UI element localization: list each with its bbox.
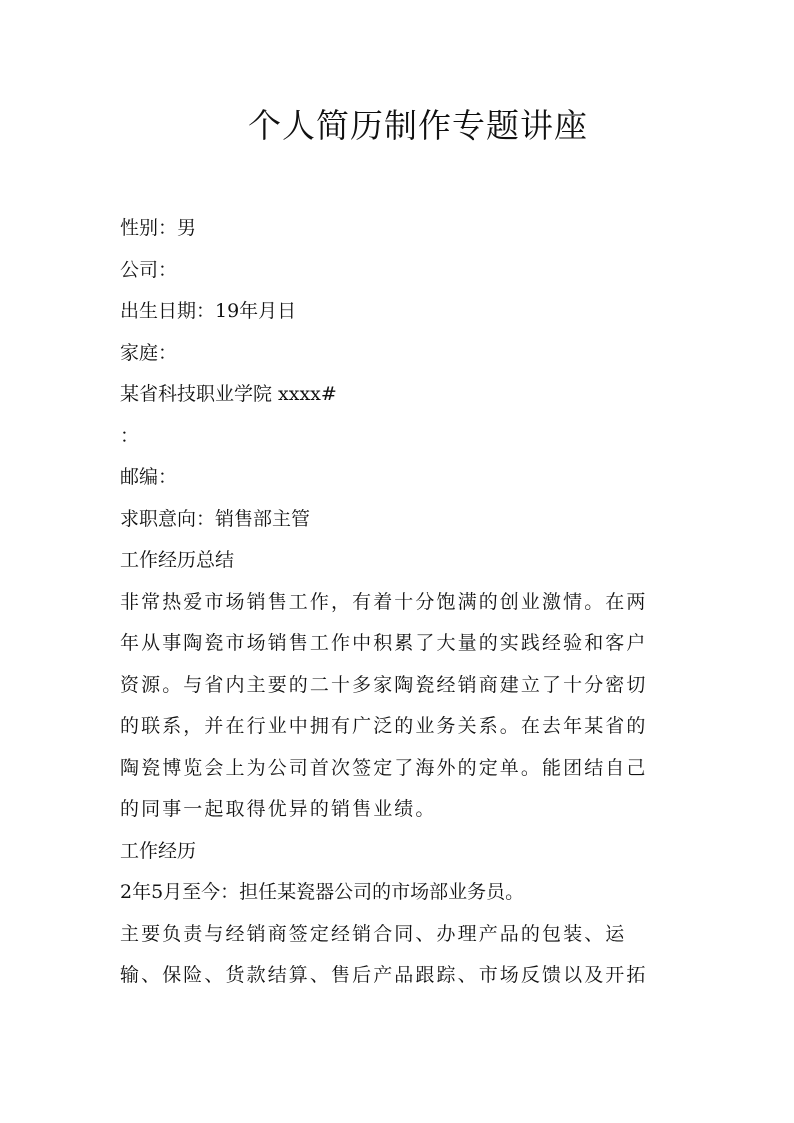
document-body: [120, 208, 680, 997]
summary-line: 资源。与省内主要的二十多家陶瓷经销商建立了十分密切: [120, 673, 648, 696]
duties-paragraph: [120, 914, 680, 997]
summary-paragraph: [120, 582, 680, 831]
field-job-objective: 求职意向：销售部主管: [120, 507, 311, 530]
duties-line: 输、保险、货款结算、售后产品跟踪、市场反馈以及开拓: [120, 964, 648, 986]
summary-line: 非常热爱市场销售工作，有着十分饱满的创业激情。在两: [120, 590, 648, 613]
field-gender: 性别：男: [120, 217, 197, 239]
duties-line: 主要负责与经销商签定经销合同、办理产品的包装、运: [120, 922, 627, 945]
summary-line: 的联系，并在行业中拥有广泛的业务关系。在去年某省的: [120, 715, 648, 737]
field-blank: ：: [120, 424, 140, 447]
field-school: 某省科技职业学院 xxxx#: [120, 383, 337, 405]
experience-item: 2年5月至今：担任某瓷器公司的市场部业务员。: [120, 881, 525, 903]
summary-line: 陶瓷博览会上为公司首次签定了海外的定单。能团结自己: [120, 756, 648, 779]
field-birthdate: 出生日期：19年月日: [120, 300, 297, 322]
document-title: 个人简历制作专题讲座: [248, 106, 588, 145]
field-postcode: 邮编：: [120, 466, 178, 488]
experience-heading: 工作经历: [120, 839, 197, 862]
field-family: 家庭：: [120, 341, 178, 364]
summary-heading: 工作经历总结: [120, 549, 235, 571]
summary-line: 年从事陶瓷市场销售工作中积累了大量的实践经验和客户: [120, 632, 648, 654]
field-company: 公司：: [120, 258, 178, 281]
summary-line: 的同事一起取得优异的销售业绩。: [120, 798, 437, 820]
